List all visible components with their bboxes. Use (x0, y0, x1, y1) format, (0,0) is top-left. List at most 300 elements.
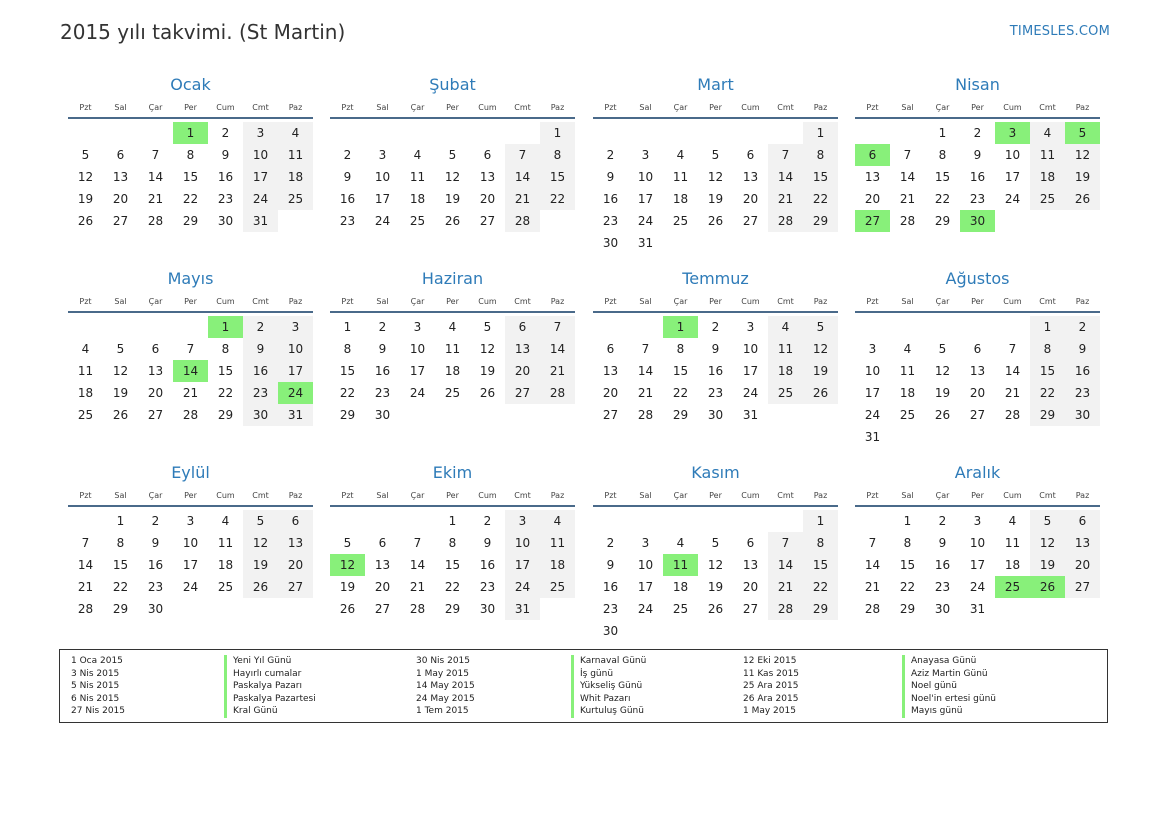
empty-cell (855, 316, 890, 338)
day-cell: 18 (540, 554, 575, 576)
legend-holiday-name: Yeni Yıl Günü (224, 655, 316, 668)
month-name: Nisan (955, 75, 1000, 94)
weekday-label: Sal (376, 491, 389, 500)
day-cell: 28 (768, 210, 803, 232)
day-cell: 26 (339, 602, 356, 616)
day-cell: 21 (768, 576, 803, 598)
day-cell: 20 (602, 386, 619, 400)
weekday-label: Cmt (514, 103, 531, 112)
day-cell: 8 (540, 144, 575, 166)
day-cell: 16 (374, 364, 391, 378)
day-cell: 5 (81, 148, 90, 162)
day-cell: 22 (339, 386, 356, 400)
day-cell: 24 (742, 386, 759, 400)
holiday-day: 12 (330, 554, 365, 576)
month-name: Mayıs (167, 269, 214, 288)
empty-cell (698, 122, 733, 144)
weekday-label: Pzt (866, 491, 879, 500)
legend-date: 12 Eki 2015 (743, 656, 797, 666)
day-cell: 27 (147, 408, 164, 422)
month-block (593, 463, 838, 642)
legend-holiday-name: Kurtuluş Günü (571, 705, 646, 718)
legend-names-col3 (902, 655, 996, 718)
weekday-label: Pzt (866, 103, 879, 112)
day-cell: 25 (1030, 188, 1065, 210)
day-cell: 16 (707, 364, 724, 378)
day-cell: 9 (606, 558, 615, 572)
weekday-header (330, 294, 575, 309)
day-cell: 19 (77, 192, 94, 206)
day-cell: 21 (182, 386, 199, 400)
day-cell: 15 (899, 558, 916, 572)
weekday-label: Cum (478, 103, 497, 112)
month-name: Temmuz (682, 269, 749, 288)
day-cell: 29 (444, 602, 461, 616)
weekday-label: Cum (216, 491, 235, 500)
day-cell: 12 (1065, 144, 1100, 166)
weekday-label: Cmt (252, 103, 269, 112)
weekday-header (330, 488, 575, 503)
month-block (68, 463, 313, 620)
day-cell: 14 (637, 364, 654, 378)
day-cell: 14 (768, 554, 803, 576)
header-divider (68, 505, 313, 507)
day-cell: 15 (672, 364, 689, 378)
weekday-label: Pzt (604, 491, 617, 500)
day-cell: 3 (868, 342, 877, 356)
header-divider (68, 117, 313, 119)
weekday-label: Çar (148, 103, 163, 112)
empty-cell (593, 122, 628, 144)
weekday-label: Per (446, 491, 459, 500)
day-cell: 27 (505, 382, 540, 404)
day-cell: 24 (505, 576, 540, 598)
weekday-label: Çar (410, 297, 425, 306)
weekday-label: Per (184, 103, 197, 112)
empty-cell (593, 316, 628, 338)
day-cell: 9 (221, 148, 230, 162)
day-cell: 13 (969, 364, 986, 378)
day-cell: 13 (505, 338, 540, 360)
header-divider (330, 311, 575, 313)
day-cell: 10 (505, 532, 540, 554)
day-cell: 25 (672, 214, 689, 228)
day-cell: 24 (969, 580, 986, 594)
day-cell: 6 (278, 510, 313, 532)
day-cell: 17 (742, 364, 759, 378)
day-cell: 1 (116, 514, 125, 528)
legend-date: 1 May 2015 (743, 706, 796, 717)
day-cell: 13 (374, 558, 391, 572)
weekday-header (593, 100, 838, 115)
day-cell: 13 (112, 170, 129, 184)
day-cell: 22 (1030, 382, 1065, 404)
day-grid (593, 510, 838, 642)
empty-cell (365, 122, 400, 144)
weekday-label: Pzt (79, 297, 92, 306)
day-cell: 1 (540, 122, 575, 144)
weekday-label: Per (971, 491, 984, 500)
empty-cell (628, 122, 663, 144)
day-cell: 27 (1065, 576, 1100, 598)
legend-names-col2 (571, 655, 646, 718)
day-cell: 14 (768, 166, 803, 188)
day-cell: 5 (483, 320, 492, 334)
weekday-label: Paz (288, 491, 303, 500)
day-cell: 8 (1030, 338, 1065, 360)
day-cell: 5 (448, 148, 457, 162)
empty-cell (890, 316, 925, 338)
day-cell: 22 (803, 188, 838, 210)
day-cell: 17 (505, 554, 540, 576)
empty-cell (400, 510, 435, 532)
day-cell: 30 (1065, 404, 1100, 426)
day-cell: 1 (903, 514, 912, 528)
empty-cell (470, 122, 505, 144)
day-cell: 5 (243, 510, 278, 532)
day-cell: 21 (540, 360, 575, 382)
holiday-day: 1 (208, 316, 243, 338)
day-cell: 31 (243, 210, 278, 232)
day-cell: 10 (1004, 148, 1021, 162)
day-cell: 28 (77, 602, 94, 616)
month-name: Kasım (691, 463, 740, 482)
holiday-day: 27 (855, 210, 890, 232)
weekday-header (330, 100, 575, 115)
month-name: Ağustos (945, 269, 1010, 288)
day-cell: 10 (409, 342, 426, 356)
legend-holiday-name: Noel günü (902, 680, 996, 693)
day-cell: 29 (803, 210, 838, 232)
weekday-label: Çar (935, 103, 950, 112)
day-cell: 24 (1004, 192, 1021, 206)
day-cell: 15 (1030, 360, 1065, 382)
day-cell: 23 (602, 602, 619, 616)
day-cell: 20 (112, 192, 129, 206)
day-cell: 2 (938, 514, 947, 528)
day-cell: 28 (409, 602, 426, 616)
weekday-label: Sal (639, 297, 652, 306)
weekday-label: Per (184, 297, 197, 306)
weekday-label: Cum (478, 491, 497, 500)
weekday-label: Cmt (514, 491, 531, 500)
day-cell: 23 (374, 386, 391, 400)
day-cell: 6 (116, 148, 125, 162)
day-cell: 7 (151, 148, 160, 162)
empty-cell (365, 510, 400, 532)
day-cell: 17 (374, 192, 391, 206)
day-cell: 11 (899, 364, 916, 378)
day-cell: 31 (637, 236, 654, 250)
day-cell: 3 (746, 320, 755, 334)
empty-cell (628, 510, 663, 532)
day-cell: 24 (243, 188, 278, 210)
empty-cell (505, 122, 540, 144)
day-cell: 27 (112, 214, 129, 228)
empty-cell (855, 510, 890, 532)
day-cell: 26 (1065, 188, 1100, 210)
day-cell: 18 (444, 364, 461, 378)
day-grid (330, 316, 575, 426)
header-divider (593, 117, 838, 119)
day-cell: 21 (147, 192, 164, 206)
weekday-label: Pzt (604, 297, 617, 306)
day-cell: 25 (409, 214, 426, 228)
day-cell: 4 (676, 536, 685, 550)
day-cell: 20 (147, 386, 164, 400)
day-cell: 9 (151, 536, 160, 550)
month-block (330, 75, 575, 232)
day-cell: 12 (444, 170, 461, 184)
empty-cell (995, 316, 1030, 338)
day-cell: 16 (339, 192, 356, 206)
day-cell: 10 (637, 170, 654, 184)
day-cell: 10 (637, 558, 654, 572)
day-cell: 1 (343, 320, 352, 334)
day-cell: 16 (243, 360, 278, 382)
weekday-header (68, 294, 313, 309)
day-cell: 30 (934, 602, 951, 616)
weekday-label: Paz (813, 103, 828, 112)
empty-cell (855, 122, 890, 144)
weekday-header (855, 294, 1100, 309)
day-cell: 2 (378, 320, 387, 334)
day-cell: 4 (413, 148, 422, 162)
day-cell: 1 (448, 514, 457, 528)
day-cell: 10 (742, 342, 759, 356)
day-cell: 3 (641, 148, 650, 162)
day-cell: 31 (505, 598, 540, 620)
day-grid (330, 122, 575, 232)
day-cell: 23 (602, 214, 619, 228)
day-cell: 2 (243, 316, 278, 338)
empty-cell (768, 122, 803, 144)
month-block (330, 463, 575, 620)
day-cell: 20 (479, 192, 496, 206)
site-link[interactable]: TIMESLES.COM (1009, 24, 1110, 39)
day-cell: 22 (217, 386, 234, 400)
day-cell: 2 (973, 126, 982, 140)
day-cell: 7 (186, 342, 195, 356)
weekday-label: Pzt (604, 103, 617, 112)
day-cell: 9 (711, 342, 720, 356)
legend-date: 1 Tem 2015 (416, 706, 469, 717)
weekday-label: Sal (639, 103, 652, 112)
weekday-label: Çar (673, 491, 688, 500)
month-name: Aralık (954, 463, 1001, 482)
day-cell: 7 (868, 536, 877, 550)
day-cell: 24 (637, 602, 654, 616)
weekday-label: Paz (550, 297, 565, 306)
day-cell: 26 (707, 214, 724, 228)
day-cell: 27 (602, 408, 619, 422)
holiday-day: 30 (960, 210, 995, 232)
legend-holiday-name: Noel'in ertesi günü (902, 693, 996, 706)
day-cell: 9 (343, 170, 352, 184)
day-cell: 4 (540, 510, 575, 532)
legend-date: 26 Ara 2015 (743, 693, 799, 704)
weekday-label: Cmt (1039, 103, 1056, 112)
weekday-label: Cum (216, 297, 235, 306)
day-cell: 3 (278, 316, 313, 338)
weekday-label: Cmt (1039, 491, 1056, 500)
day-cell: 21 (768, 188, 803, 210)
day-cell: 14 (899, 170, 916, 184)
day-cell: 21 (505, 188, 540, 210)
day-cell: 26 (243, 576, 278, 598)
legend-holiday-name: Mayıs günü (902, 705, 996, 718)
day-cell: 29 (112, 602, 129, 616)
weekday-label: Çar (935, 491, 950, 500)
day-cell: 16 (969, 170, 986, 184)
day-cell: 18 (278, 166, 313, 188)
day-cell: 28 (864, 602, 881, 616)
day-cell: 7 (1008, 342, 1017, 356)
day-cell: 11 (768, 338, 803, 360)
day-cell: 4 (81, 342, 90, 356)
empty-cell (960, 316, 995, 338)
day-cell: 21 (864, 580, 881, 594)
day-cell: 17 (243, 166, 278, 188)
day-cell: 18 (768, 360, 803, 382)
legend-holiday-name: Whit Pazarı (571, 693, 646, 706)
day-cell: 6 (973, 342, 982, 356)
weekday-label: Cum (1003, 491, 1022, 500)
weekday-label: Per (184, 491, 197, 500)
weekday-label: Pzt (341, 103, 354, 112)
day-cell: 31 (969, 602, 986, 616)
day-cell: 26 (77, 214, 94, 228)
legend-holiday-name: Yükseliş Günü (571, 680, 646, 693)
day-cell: 7 (413, 536, 422, 550)
empty-cell (768, 510, 803, 532)
weekday-label: Sal (376, 297, 389, 306)
day-cell: 11 (672, 170, 689, 184)
day-cell: 10 (182, 536, 199, 550)
holiday-day: 5 (1065, 122, 1100, 144)
empty-cell (663, 122, 698, 144)
day-cell: 8 (938, 148, 947, 162)
legend-holiday-name: Aziz Martin Günü (902, 668, 996, 681)
weekday-label: Per (709, 297, 722, 306)
day-cell: 17 (278, 360, 313, 382)
legend-date: 1 Oca 2015 (71, 656, 123, 666)
legend-date: 6 Nis 2015 (71, 693, 120, 704)
header-divider (855, 311, 1100, 313)
day-cell: 14 (505, 166, 540, 188)
legend-names-col1 (224, 655, 316, 718)
day-cell: 25 (278, 188, 313, 210)
day-cell: 30 (147, 602, 164, 616)
day-cell: 15 (339, 364, 356, 378)
legend-date: 24 May 2015 (416, 693, 475, 704)
day-grid (855, 122, 1100, 232)
day-cell: 27 (278, 576, 313, 598)
weekday-label: Paz (1075, 491, 1090, 500)
day-cell: 9 (973, 148, 982, 162)
day-cell: 16 (479, 558, 496, 572)
weekday-label: Cmt (777, 491, 794, 500)
day-cell: 25 (768, 382, 803, 404)
day-cell: 2 (606, 536, 615, 550)
day-cell: 4 (221, 514, 230, 528)
day-cell: 13 (1065, 532, 1100, 554)
day-cell: 13 (278, 532, 313, 554)
day-cell: 14 (1004, 364, 1021, 378)
day-cell: 29 (339, 408, 356, 422)
day-cell: 16 (602, 580, 619, 594)
legend-date: 30 Nis 2015 (416, 656, 470, 666)
weekday-label: Sal (639, 491, 652, 500)
day-cell: 9 (1065, 338, 1100, 360)
day-cell: 29 (899, 602, 916, 616)
day-cell: 7 (505, 144, 540, 166)
day-cell: 28 (637, 408, 654, 422)
weekday-label: Cum (741, 491, 760, 500)
day-cell: 7 (641, 342, 650, 356)
day-cell: 21 (899, 192, 916, 206)
empty-cell (733, 122, 768, 144)
month-block (593, 75, 838, 254)
day-cell: 27 (742, 214, 759, 228)
day-cell: 7 (540, 316, 575, 338)
day-cell: 16 (147, 558, 164, 572)
day-cell: 22 (444, 580, 461, 594)
weekday-label: Cum (741, 297, 760, 306)
day-cell: 13 (479, 170, 496, 184)
day-cell: 18 (672, 580, 689, 594)
day-cell: 4 (903, 342, 912, 356)
legend-holiday-name: Karnaval Günü (571, 655, 646, 668)
day-cell: 26 (803, 382, 838, 404)
day-cell: 22 (112, 580, 129, 594)
day-cell: 20 (969, 386, 986, 400)
weekday-label: Cum (478, 297, 497, 306)
empty-cell (435, 122, 470, 144)
day-cell: 6 (505, 316, 540, 338)
day-cell: 13 (742, 558, 759, 572)
weekday-header (593, 294, 838, 309)
day-cell: 14 (864, 558, 881, 572)
day-cell: 20 (278, 554, 313, 576)
weekday-label: Paz (1075, 103, 1090, 112)
day-cell: 25 (444, 386, 461, 400)
legend-holiday-name: İş günü (571, 668, 646, 681)
day-cell: 15 (217, 364, 234, 378)
day-cell: 3 (186, 514, 195, 528)
weekday-label: Sal (901, 491, 914, 500)
day-cell: 10 (969, 536, 986, 550)
day-cell: 11 (444, 342, 461, 356)
day-cell: 27 (969, 408, 986, 422)
day-cell: 1 (1030, 316, 1065, 338)
legend-date: 27 Nis 2015 (71, 706, 125, 717)
day-cell: 5 (1030, 510, 1065, 532)
legend-holiday-name: Paskalya Pazarı (224, 680, 316, 693)
day-cell: 16 (217, 170, 234, 184)
day-cell: 2 (221, 126, 230, 140)
day-cell: 27 (374, 602, 391, 616)
day-grid (68, 122, 313, 232)
day-cell: 28 (540, 382, 575, 404)
day-cell: 1 (803, 122, 838, 144)
day-cell: 15 (934, 170, 951, 184)
empty-cell (593, 510, 628, 532)
day-cell: 8 (448, 536, 457, 550)
day-cell: 6 (483, 148, 492, 162)
weekday-label: Paz (1075, 297, 1090, 306)
day-cell: 19 (803, 360, 838, 382)
